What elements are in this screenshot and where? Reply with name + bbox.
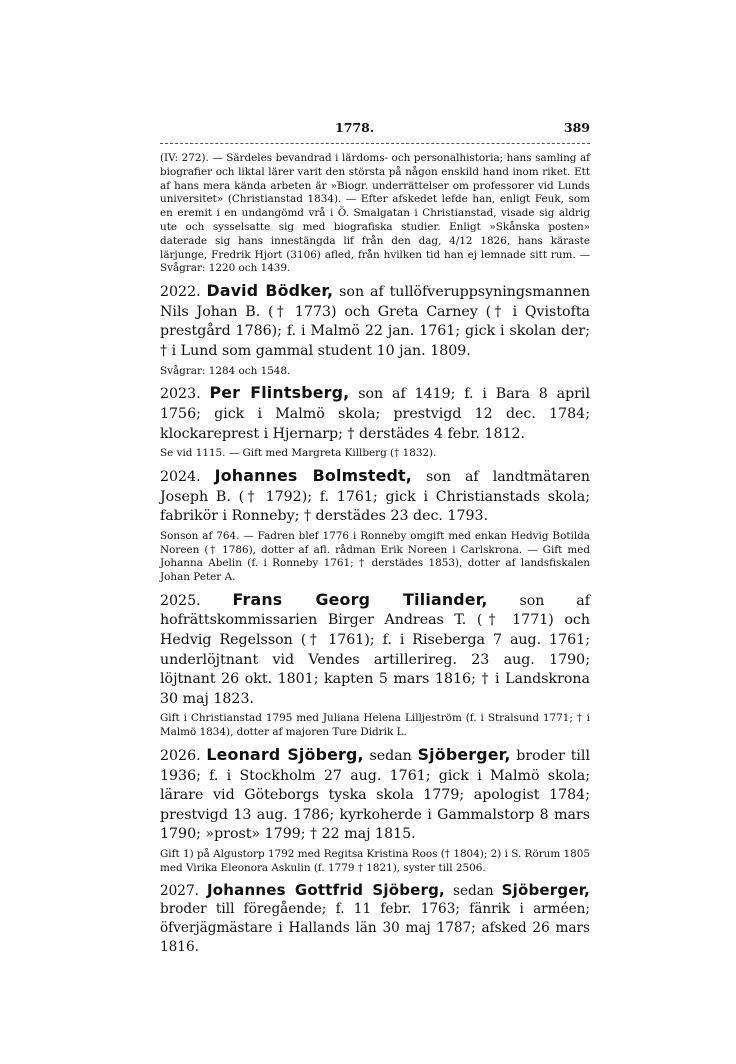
entry-text: broder till 1936; f. i Stockholm 27 aug. 1761; gick i Malmö skola; lärare vid Göteborgs tyska skola 1779; apologist 1784; prestvigd 13 aug. 1786; kyrkoherde i Gammalstorp 8 mars 1790; »prost» 1799; † 22 maj 1815. xyxy=(160,748,591,843)
entry-text: son af 1419; f. i Bara 8 april 1756; gick i Malmö skola; prestvigd 12 dec. 1784; klockareprest i Hjernarp; † derstädes 4 febr. 1812. xyxy=(160,386,591,442)
entry-note: Svågrar: 1284 och 1548. xyxy=(160,364,291,377)
entry-2025 xyxy=(160,590,590,740)
entry-name: Johannes Gottfrid Sjöberg, xyxy=(206,880,445,899)
entry-number: 2023. xyxy=(160,386,201,403)
entry-number: 2027. xyxy=(160,882,199,899)
entry-2027 xyxy=(160,881,590,957)
header-rule xyxy=(160,143,590,144)
entry-number: 2024. xyxy=(160,468,201,485)
entry-main xyxy=(160,745,590,845)
entry-main xyxy=(160,383,590,444)
entry-2024 xyxy=(160,466,590,585)
entry-main xyxy=(160,881,590,957)
entry-name-alt: Sjöberger, xyxy=(417,745,511,765)
entry-main xyxy=(160,281,590,361)
entry-2022 xyxy=(160,281,590,378)
entry-name: Johannes Bolmstedt, xyxy=(214,465,412,485)
entry-main xyxy=(160,466,590,527)
entry-text: son af landtmätaren Joseph B. († 1792); f. 1761; gick i Christianstads skola; fabrikör i Ronneby; † derstädes 23 dec. 1793. xyxy=(160,468,590,525)
entry-note: Sonson af 764. — Fadren blef 1776 i Ronneby omgift med enkan Hedvig Botilda Noreen († 1786), dotter af afl. rådman Erik Noreen i Carlskrona. — Gift med Johanna Abelin (f. i Ronneby 1761; † derstädes 1853), dotter af landsfiskalen Johan Peter A. xyxy=(160,529,590,584)
entry-name: Leonard Sjöberg, xyxy=(206,745,364,765)
entry-text: broder till föregående; f. 11 febr. 1763; fänrik i arméen; öfverjägmästare i Hallands län 30 maj 1787; afsked 26 mars 1816. xyxy=(160,901,590,955)
page-number: 389 xyxy=(563,120,590,135)
entry-name: Per Flintsberg, xyxy=(209,383,350,403)
entry-number: 2026. xyxy=(160,748,201,765)
entry-note: Gift 1) på Algustorp 1792 med Regitsa Kristina Roos († 1804); 2) i S. Rörum 1805 med Virika Eleonora Askulin (f. 1779 † 1821), syster till 2506. xyxy=(160,848,590,874)
entry-name: Frans Georg Tiliander, xyxy=(232,589,488,609)
entry-main xyxy=(160,590,590,710)
page-header xyxy=(160,120,590,140)
entry-mid: sedan xyxy=(369,748,412,765)
entry-text: son af hofrättskommissarien Birger Andreas T. († 1771) och Hedvig Regelsson († 1761); f. i Riseberga 7 aug. 1761; underlöjtnant vid Vendes artillerireg. 23 aug. 1790; löjtnant 26 okt. 1801; kapten 5 mars 1816; † i Landskrona 30 maj 1823. xyxy=(160,592,591,707)
entry-number: 2022. xyxy=(160,284,201,301)
entry-mid: sedan xyxy=(453,882,494,899)
header-year: 1778. xyxy=(335,120,375,135)
entry-2026 xyxy=(160,745,590,876)
entry-name-alt: Sjöberger, xyxy=(501,880,591,899)
entry-2023 xyxy=(160,383,590,461)
entry-name: David Bödker, xyxy=(206,281,334,301)
intro-paragraph: (IV: 272). — Särdeles bevandrad i lärdoms- och personalhistoria; hans samling af biografier och liktal lärer varit den största på någon enskild hand inom riket. Ett af hans mera kända arbeten är »Biogr. underrättelser om professorer vid Lunds universitet» (Christianstad 1834). — Efter afskedet lefde han, enligt Feuk, som en eremit i en undangömd vrå i Ö. Smalgatan i Christianstad, visade sig aldrig ute och sysselsatte sig med biografiska studier. Enligt »Skånska posten» daterade sig hans innestängda lif från den dag, 4/12 1826, hans käraste lärjunge, Fredrik Hjort (3106) afled, från hvilken tid han ej lemnade sitt rum. — Svågrar: 1220 och 1439. xyxy=(160,152,590,275)
entry-number: 2025. xyxy=(160,592,201,609)
entry-note: Gift i Christianstad 1795 med Juliana Helena Lilljeström (f. i Stralsund 1771; † i Malmö 1834), dotter af majoren Ture Didrik L. xyxy=(160,712,590,739)
entry-note: Se vid 1115. — Gift med Margreta Killberg († 1832). xyxy=(160,447,437,460)
page-body xyxy=(160,152,590,957)
entry-text: son af tullöfveruppsyningsmannen Nils Johan B. († 1773) och Greta Carney († i Qvistofta prestgård 1786); f. i Malmö 22 jan. 1761; gick i skolan der; † i Lund som gammal student 10 jan. 1809. xyxy=(160,284,590,359)
